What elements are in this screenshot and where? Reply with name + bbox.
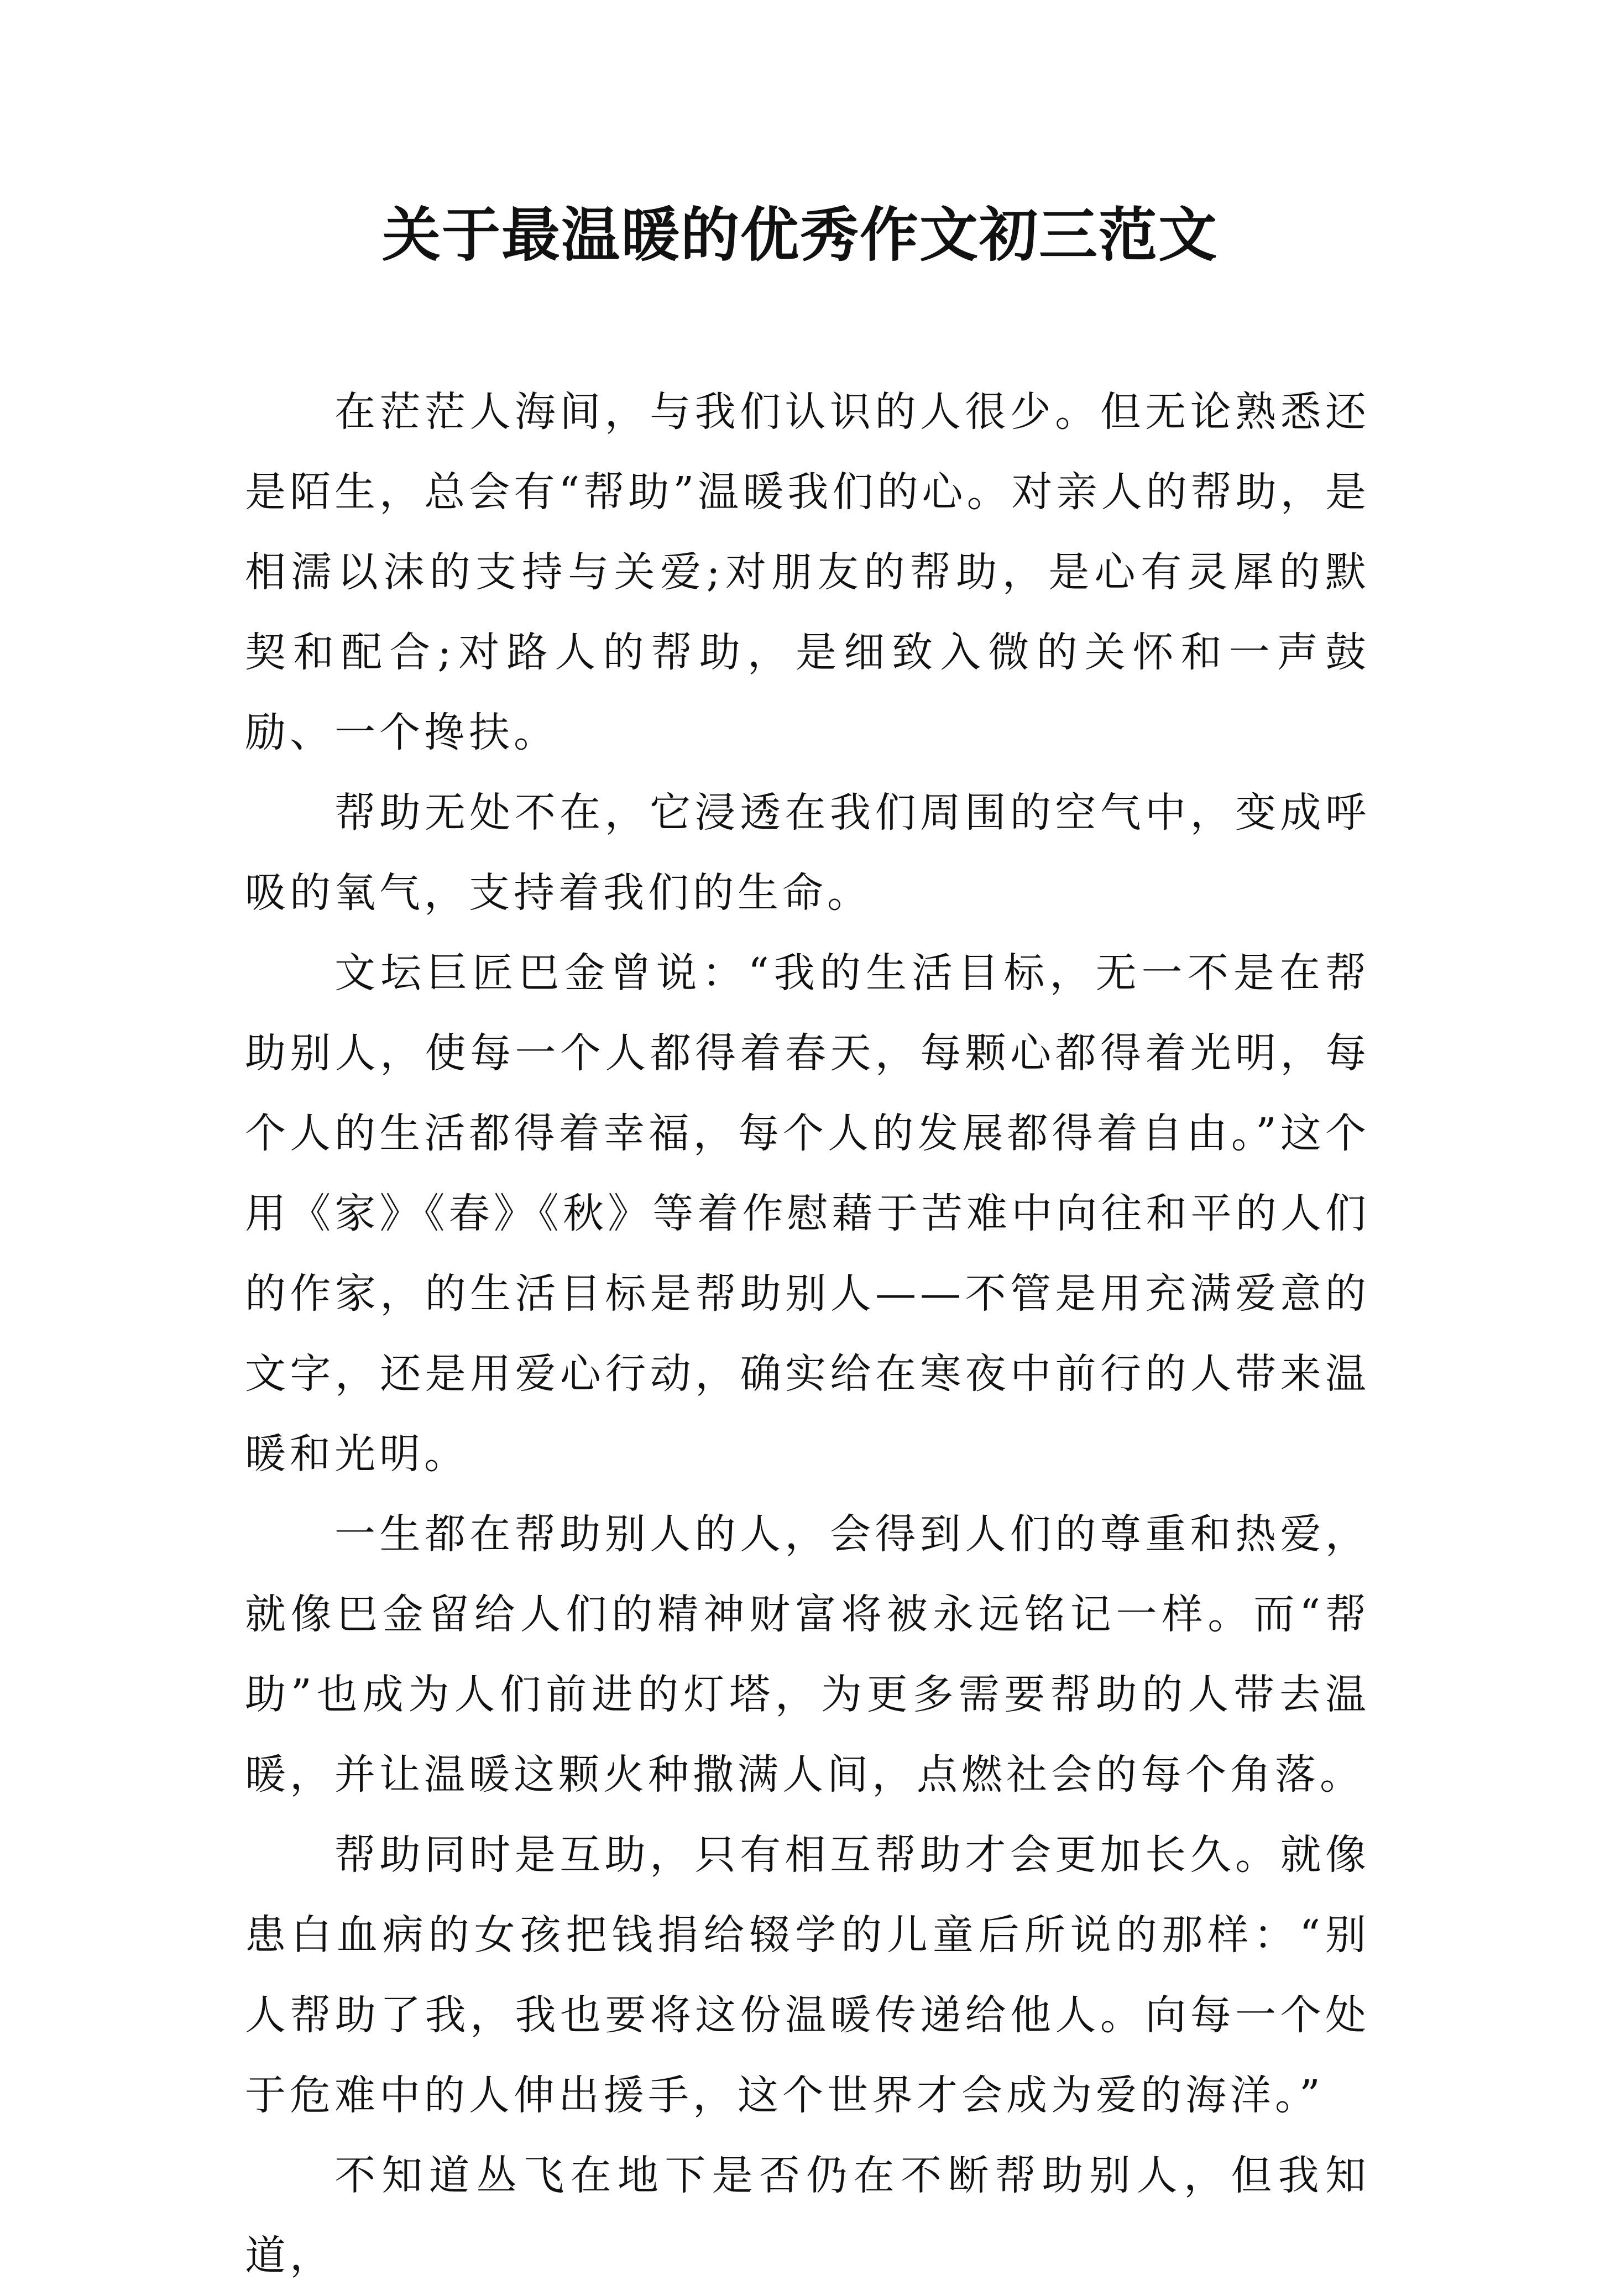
- paragraph-4: 一生都在帮助别人的人，会得到人们的尊重和热爱，就像巴金留给人们的精神财富将被永远铭记一样。而“帮助”也成为人们前进的灯塔，为更多需要帮助的人带去温暖，并让温暖这颗火种撒满人间，点燃社会的每个角落。: [245, 1510, 1370, 1798]
- paragraph-1: 在茫茫人海间，与我们认识的人很少。但无论熟悉还是陌生，总会有“帮助”温暖我们的心。对亲人的帮助，是相濡以沫的支持与关爱;对朋友的帮助，是心有灵犀的默契和配合;对路人的帮助，是细致入微的关怀和一声鼓励、一个搀扶。: [245, 388, 1370, 756]
- document-title: 关于最温暖的优秀作文初三范文: [382, 200, 1218, 269]
- paragraph-3: 文坛巨匠巴金曾说：“我的生活目标，无一不是在帮助别人，使每一个人都得着春天，每颗心都得着光明，每个人的生活都得着幸福，每个人的发展都得着自由。”这个用《家》《春》《秋》等着作慰藉于苦难中向往和平的人们的作家，的生活目标是帮助别人——不管是用充满爱意的文字，还是用爱心行动，确实给在寒夜中前行的人带来温暖和光明。: [245, 949, 1370, 1478]
- paragraph-2: 帮助无处不在，它浸透在我们周围的空气中，变成呼吸的氧气，支持着我们的生命。: [245, 789, 1370, 917]
- document-body: [245, 372, 1370, 2296]
- paragraph-6: 不知道丛飞在地下是否仍在不断帮助别人，但我知道，: [245, 2152, 1370, 2279]
- paragraph-5: 帮助同时是互助，只有相互帮助才会更加长久。就像患白血病的女孩把钱捐给辍学的儿童后所说的那样：“别人帮助了我，我也要将这份温暖传递给他人。向每一个处于危难中的人伸出援手，这个世界才会成为爱的海洋。”: [245, 1831, 1370, 2119]
